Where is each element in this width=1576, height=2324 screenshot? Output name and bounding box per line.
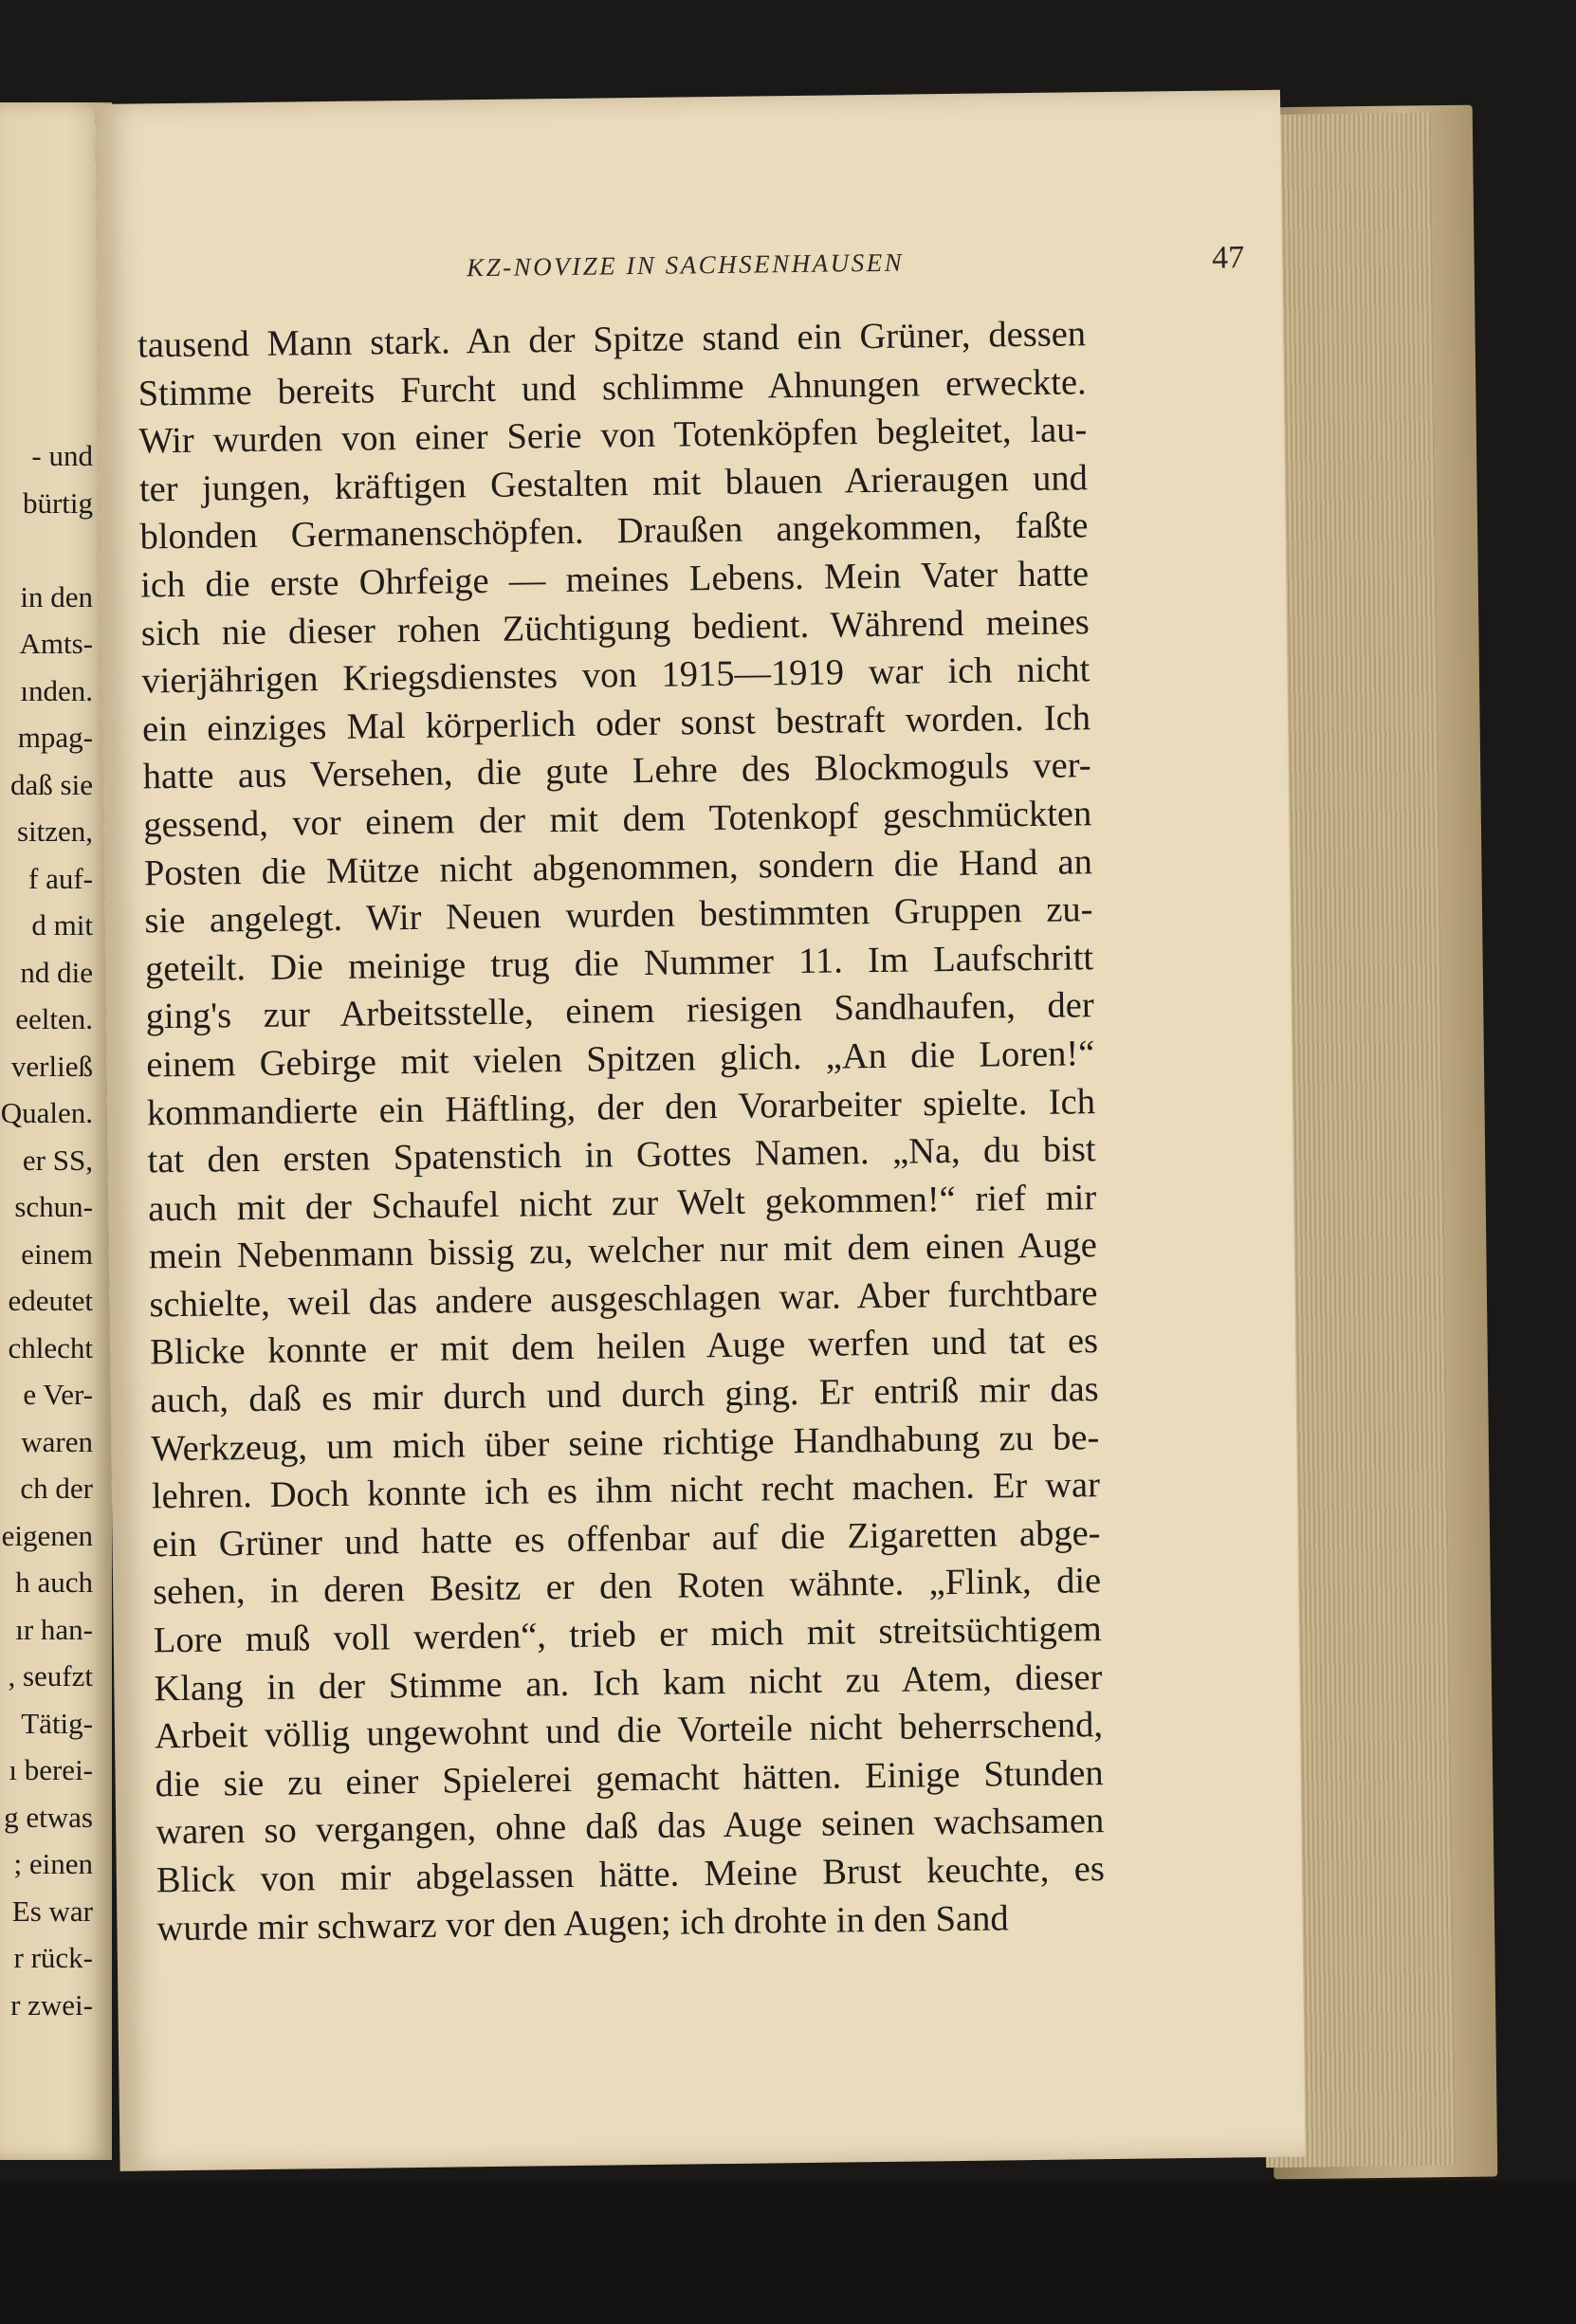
text-line: Wir wurden von einer Serie von Totenköpfen begleitet, lau- bbox=[138, 410, 1088, 462]
left-page-line: eelten. bbox=[15, 1002, 93, 1035]
left-page-line: - und bbox=[31, 439, 93, 472]
left-page-line: chlecht bbox=[8, 1330, 93, 1364]
text-line: einem Gebirge mit vielen Spitzen glich. „An die Loren!“ bbox=[146, 1034, 1095, 1086]
text-line: tat den ersten Spatenstich in Gottes Namen. „Na, du bist bbox=[147, 1129, 1096, 1181]
text-line: die sie zu einer Spielerei gemacht hätten. Einige Stunden bbox=[155, 1752, 1104, 1805]
text-line: blonden Germanenschöpfen. Draußen angekommen, faßte bbox=[139, 505, 1089, 558]
text-line: auch mit der Schaufel nicht zur Welt gekommen!“ rief mir bbox=[147, 1177, 1097, 1230]
text-line: ich die erste Ohrfeige — meines Lebens. Mein Vater hatte bbox=[139, 554, 1090, 606]
text-line: Posten die Mütze nicht abgenommen, sondern die Hand an bbox=[143, 841, 1093, 893]
right-page bbox=[95, 90, 1306, 2171]
left-page-line: g etwas bbox=[4, 1800, 93, 1834]
text-line: mein Nebenmann bissig zu, welcher nur mit dem einen Auge bbox=[148, 1225, 1098, 1277]
left-page-line: eigenen bbox=[1, 1518, 93, 1552]
text-line: ging's zur Arbeitsstelle, einem riesigen Sandhaufen, der bbox=[145, 985, 1094, 1037]
left-page-line: , seufzt bbox=[8, 1659, 93, 1693]
left-page-line: h auch bbox=[15, 1565, 93, 1599]
scan-background-bottom bbox=[0, 2181, 1576, 2324]
text-line: Stimme bereits Furcht und schlimme Ahnungen erweckte. bbox=[137, 361, 1087, 414]
left-page-line: nd die bbox=[20, 955, 93, 989]
left-page-text bbox=[0, 432, 93, 2028]
left-page-line: r rück- bbox=[13, 1941, 93, 1974]
left-page-line: bürtig bbox=[22, 485, 93, 520]
left-page-line: einem bbox=[21, 1236, 93, 1271]
left-page-line: mpag- bbox=[17, 721, 93, 754]
left-page-line: Amts- bbox=[19, 627, 93, 660]
text-line: Lore muß voll werden“, trieb er mich mit streitsüchtigem bbox=[153, 1609, 1102, 1661]
left-page-line: e Ver- bbox=[23, 1378, 93, 1411]
text-line: Klang in der Stimme an. Ich kam nicht zu Atem, dieser bbox=[154, 1656, 1103, 1709]
left-page-line: Tätig- bbox=[21, 1706, 93, 1740]
text-line: kommandierte ein Häftling, der den Vorarbeiter spielte. Ich bbox=[146, 1081, 1096, 1133]
left-page-line: schun- bbox=[14, 1190, 93, 1223]
text-line: sich nie dieser rohen Züchtigung bedient. Während meines bbox=[140, 601, 1090, 654]
text-line: schielte, weil das andere ausgeschlagen war. Aber furchtbare bbox=[149, 1273, 1098, 1326]
left-page-line: r zwei- bbox=[10, 1987, 93, 2022]
page-header bbox=[362, 238, 1245, 296]
left-page-line: waren bbox=[21, 1424, 93, 1458]
text-line: sehen, in deren Besitz er den Roten wähnte. „Flink, die bbox=[152, 1561, 1102, 1613]
text-line: geteilt. Die meinige trug die Nummer 11. Im Laufschritt bbox=[144, 937, 1094, 990]
left-page-line: ır han- bbox=[15, 1612, 93, 1646]
text-line: tausend Mann stark. An der Spitze stand ein Grüner, dessen bbox=[137, 314, 1087, 366]
text-line: Arbeit völlig ungewohnt und die Vorteile nicht beherrschend, bbox=[154, 1705, 1104, 1757]
left-page-line: daß sie bbox=[10, 767, 93, 801]
text-line: ein einziges Mal körperlich oder sonst bestraft worden. Ich bbox=[141, 697, 1091, 750]
text-line: gessend, vor einem der mit dem Totenkopf geschmückten bbox=[143, 794, 1092, 846]
left-page-line: verließ bbox=[10, 1049, 93, 1083]
text-line: ter jungen, kräftigen Gestalten mit blauen Arieraugen und bbox=[138, 458, 1089, 510]
left-page-line: Qualen. bbox=[0, 1096, 93, 1129]
text-line: lehren. Doch konnte ich es ihm nicht recht machen. Er war bbox=[151, 1465, 1101, 1517]
left-page-line: d mit bbox=[31, 908, 93, 942]
left-page-line: sitzen, bbox=[16, 814, 93, 848]
text-line: hatte aus Versehen, die gute Lehre des Blockmoguls ver- bbox=[142, 745, 1091, 797]
page-number: 47 bbox=[1211, 240, 1245, 276]
text-line: auch, daß es mir durch und durch ging. Er entriß mir das bbox=[150, 1369, 1099, 1421]
running-head: KZ-NOVIZE IN SACHSENHAUSEN bbox=[466, 247, 905, 283]
left-page-line bbox=[0, 526, 93, 574]
text-line: sie angelegt. Wir Neuen wurden bestimmten Gruppen zu- bbox=[144, 889, 1093, 942]
left-page-line: er SS, bbox=[22, 1143, 93, 1177]
text-line: ein Grüner und hatte es offenbar auf die Zigaretten abge- bbox=[152, 1513, 1101, 1565]
left-page-line: edeutet bbox=[8, 1284, 93, 1317]
text-line: wurde mir schwarz vor den Augen; ich drohte in den Sand bbox=[156, 1897, 1009, 1949]
text-line: waren so vergangen, ohne daß das Auge seinen wachsamen bbox=[156, 1801, 1105, 1853]
left-page-line: ; einen bbox=[13, 1847, 93, 1880]
left-page-line: ı berei- bbox=[9, 1753, 93, 1786]
text-line: Werkzeug, um mich über seine richtige Handhabung zu be- bbox=[151, 1417, 1100, 1470]
left-page-line: f auf- bbox=[28, 861, 93, 895]
text-line: vierjährigen Kriegsdienstes von 1915—1919 war ich nicht bbox=[141, 650, 1090, 702]
text-line: Blicke konnte er mit dem heilen Auge werfen und tat es bbox=[149, 1321, 1099, 1373]
body-text bbox=[137, 310, 1106, 1952]
left-page bbox=[0, 102, 112, 2160]
left-page-line: ınden. bbox=[20, 673, 93, 707]
left-page-line: ch der bbox=[20, 1472, 93, 1505]
left-page-line: Es war bbox=[11, 1894, 93, 1928]
left-page-line: in den bbox=[20, 579, 93, 613]
text-line: Blick von mir abgelassen hätte. Meine Brust keuchte, es bbox=[156, 1849, 1106, 1901]
